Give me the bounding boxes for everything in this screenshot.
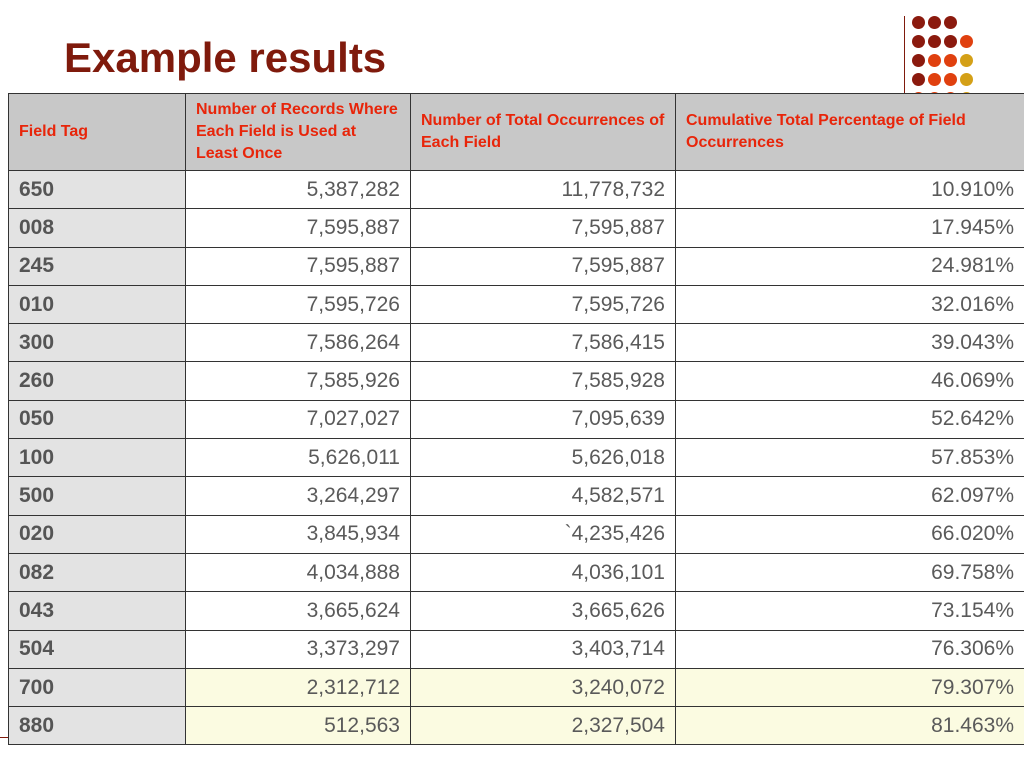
cumulative-percent-cell: 57.853% [676,439,1024,477]
header-field-tag: Field Tag [9,94,186,171]
cumulative-percent-cell: 79.307% [676,668,1024,706]
decorative-dot [960,35,973,48]
occurrences-cell: 3,665,626 [411,592,676,630]
occurrences-cell: 7,595,887 [411,209,676,247]
table-row [9,362,1024,400]
occurrences-cell: 7,595,726 [411,285,676,323]
field-tag-cell: 700 [9,668,186,706]
field-tag-cell: 500 [9,477,186,515]
field-tag-cell: 010 [9,285,186,323]
records-cell: 2,312,712 [186,668,411,706]
records-cell: 512,563 [186,707,411,745]
table-row [9,209,1024,247]
records-cell: 3,665,624 [186,592,411,630]
table-row [9,247,1024,285]
cumulative-percent-cell: 76.306% [676,630,1024,668]
occurrences-cell: 4,582,571 [411,477,676,515]
records-cell: 7,595,726 [186,285,411,323]
field-tag-cell: 020 [9,515,186,553]
table-row [9,285,1024,323]
slide-title: Example results [64,34,387,81]
decorative-dot [944,16,957,29]
table-row [9,707,1024,745]
records-cell: 5,626,011 [186,439,411,477]
decorative-dot [944,54,957,67]
table-row [9,324,1024,362]
records-cell: 4,034,888 [186,553,411,591]
table-row [9,439,1024,477]
decorative-horizontal-rule [0,737,8,738]
table-row [9,630,1024,668]
cumulative-percent-cell: 52.642% [676,400,1024,438]
field-tag-cell: 300 [9,324,186,362]
field-tag-cell: 100 [9,439,186,477]
decorative-vertical-rule [904,16,905,94]
field-tag-cell: 650 [9,171,186,209]
records-cell: 3,373,297 [186,630,411,668]
cumulative-percent-cell: 10.910% [676,171,1024,209]
cumulative-percent-cell: 32.016% [676,285,1024,323]
occurrences-cell: 5,626,018 [411,439,676,477]
records-cell: 7,586,264 [186,324,411,362]
records-cell: 3,845,934 [186,515,411,553]
cumulative-percent-cell: 46.069% [676,362,1024,400]
table-header-row [9,94,1024,171]
records-cell: 7,585,926 [186,362,411,400]
table-row [9,515,1024,553]
records-cell: 3,264,297 [186,477,411,515]
field-tag-cell: 880 [9,707,186,745]
occurrences-cell: 7,595,887 [411,247,676,285]
occurrences-cell: `4,235,426 [411,515,676,553]
results-table [8,93,1024,745]
table-row [9,400,1024,438]
occurrences-cell: 7,095,639 [411,400,676,438]
occurrences-cell: 4,036,101 [411,553,676,591]
decorative-dot [928,54,941,67]
table-row [9,592,1024,630]
decorative-dot [960,54,973,67]
records-cell: 7,595,887 [186,247,411,285]
decorative-dot [912,54,925,67]
field-tag-cell: 043 [9,592,186,630]
cumulative-percent-cell: 73.154% [676,592,1024,630]
cumulative-percent-cell: 24.981% [676,247,1024,285]
decorative-dot-cluster [912,16,1022,96]
header-cumulative-percent: Cumulative Total Percentage of Field Occurrences [676,94,1024,171]
decorative-dot [912,73,925,86]
occurrences-cell: 3,240,072 [411,668,676,706]
records-cell: 7,027,027 [186,400,411,438]
cumulative-percent-cell: 17.945% [676,209,1024,247]
cumulative-percent-cell: 39.043% [676,324,1024,362]
header-occurrences: Number of Total Occurrences of Each Field [411,94,676,171]
table-row [9,553,1024,591]
table-row [9,477,1024,515]
decorative-dot [912,16,925,29]
field-tag-cell: 082 [9,553,186,591]
occurrences-cell: 11,778,732 [411,171,676,209]
table-row [9,668,1024,706]
decorative-dot [928,16,941,29]
table-row [9,171,1024,209]
occurrences-cell: 7,585,928 [411,362,676,400]
decorative-dot [928,73,941,86]
occurrences-cell: 2,327,504 [411,707,676,745]
decorative-dot [944,73,957,86]
decorative-dot [960,73,973,86]
field-tag-cell: 245 [9,247,186,285]
field-tag-cell: 008 [9,209,186,247]
records-cell: 5,387,282 [186,171,411,209]
cumulative-percent-cell: 69.758% [676,553,1024,591]
decorative-dot [928,35,941,48]
cumulative-percent-cell: 81.463% [676,707,1024,745]
records-cell: 7,595,887 [186,209,411,247]
field-tag-cell: 050 [9,400,186,438]
field-tag-cell: 504 [9,630,186,668]
decorative-dot [912,35,925,48]
occurrences-cell: 3,403,714 [411,630,676,668]
decorative-dot [944,35,957,48]
cumulative-percent-cell: 62.097% [676,477,1024,515]
field-tag-cell: 260 [9,362,186,400]
occurrences-cell: 7,586,415 [411,324,676,362]
table-body [9,171,1024,745]
header-records: Number of Records Where Each Field is Used at Least Once [186,94,411,171]
cumulative-percent-cell: 66.020% [676,515,1024,553]
